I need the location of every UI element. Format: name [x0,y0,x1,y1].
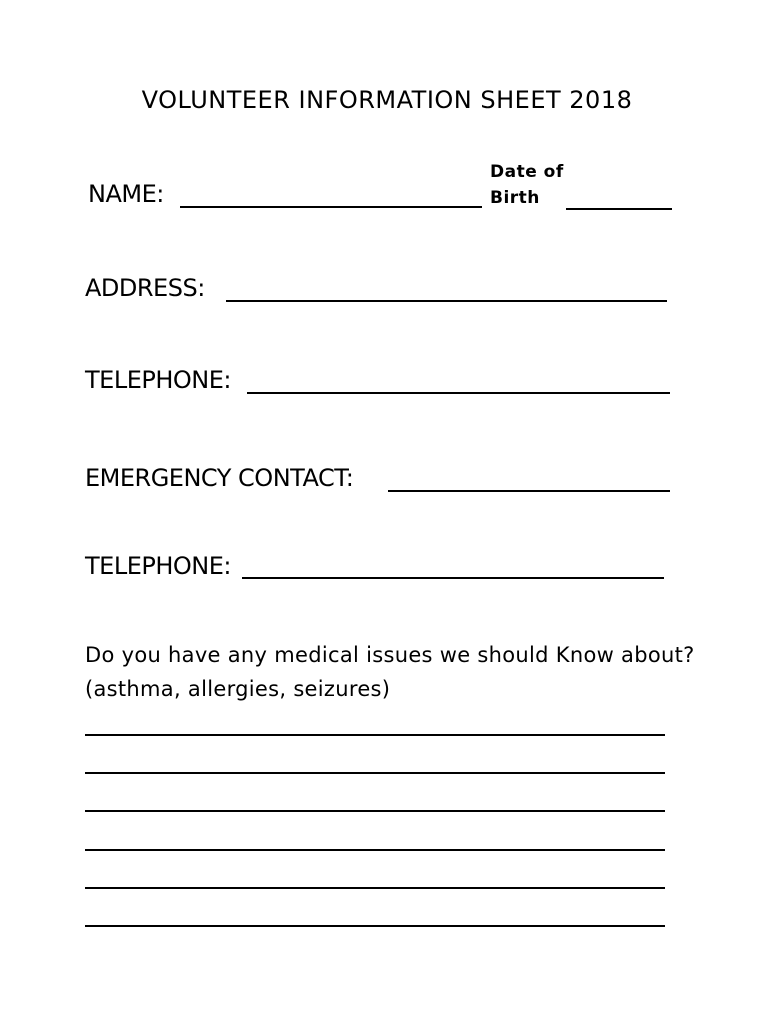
medical-answer-line[interactable] [85,810,665,812]
medical-examples: (asthma, allergies, seizures) [85,677,391,701]
medical-answer-line[interactable] [85,849,665,851]
dob-field[interactable] [566,208,672,210]
dob-label-line2: Birth [490,188,540,208]
telephone-label: TELEPHONE: [85,366,231,394]
emergency-telephone-label: TELEPHONE: [85,552,231,580]
telephone-field[interactable] [247,392,670,394]
emergency-telephone-field[interactable] [242,577,664,579]
form-title: VOLUNTEER INFORMATION SHEET 2018 [141,86,633,114]
address-label: ADDRESS: [85,274,205,302]
dob-label-line1: Date of [490,162,564,182]
emergency-contact-label: EMERGENCY CONTACT: [85,464,354,492]
address-field[interactable] [226,300,667,302]
medical-answer-line[interactable] [85,734,665,736]
medical-answer-line[interactable] [85,772,665,774]
emergency-contact-field[interactable] [388,490,670,492]
medical-answer-line[interactable] [85,887,665,889]
medical-question: Do you have any medical issues we should Know about? [85,643,695,667]
medical-answer-line[interactable] [85,925,665,927]
medical-question-block [85,638,695,706]
name-field[interactable] [180,206,482,208]
name-label: NAME: [88,180,164,208]
